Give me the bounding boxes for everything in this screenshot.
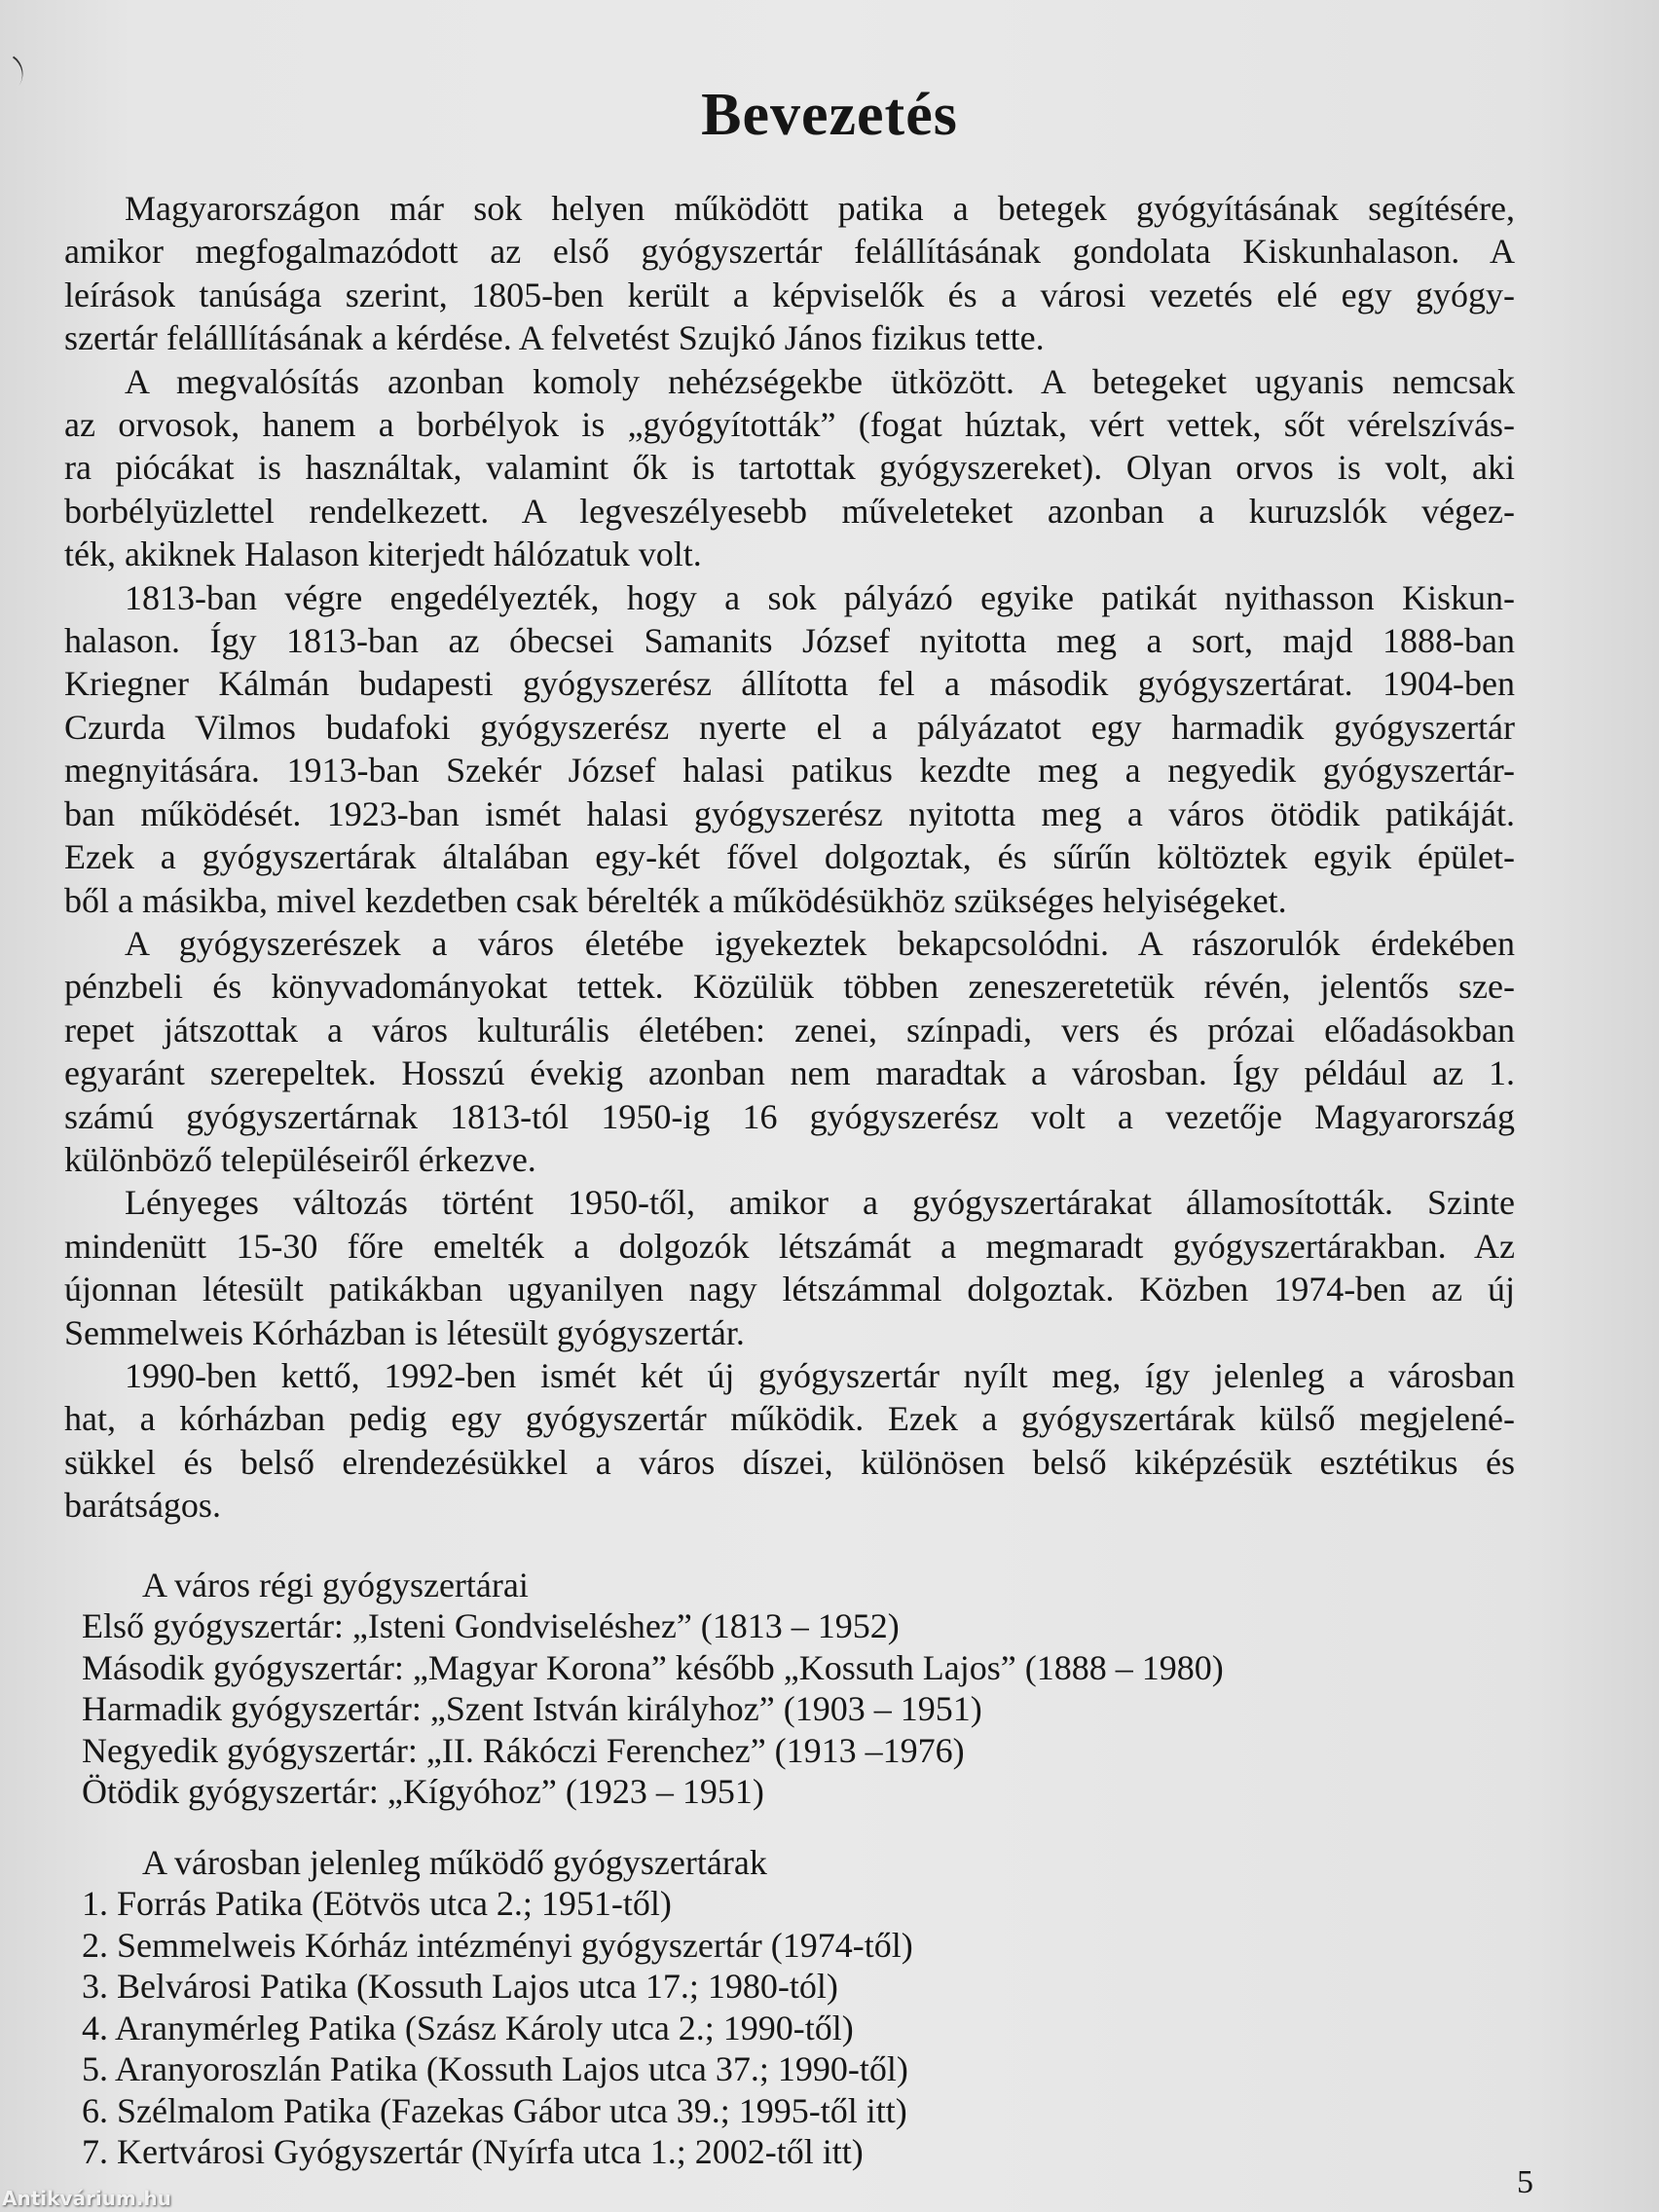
current-pharmacies-heading: A városban jelenleg működő gyógyszertárak [142,1842,767,1882]
list-item: Első gyógyszertár: „Isteni Gondviseléshez” (1813 – 1952) [82,1606,900,1646]
paragraph-line: hat, a kórházban pedig egy gyógyszertár működik. Ezek a gyógyszertárak külső megjelené- [64,1399,1515,1439]
list-item: 6. Szélmalom Patika (Fazekas Gábor utca 39.; 1995-től itt) [82,2090,907,2130]
body-text [64,187,1515,1528]
paragraph-line: 1990-ben kettő, 1992-ben ismét két új gyógyszertár nyílt meg, így jelenleg a városban [125,1355,1515,1395]
paragraph-line: Semmelweis Kórházban is létesült gyógyszertár. [64,1312,745,1352]
list-item: 2. Semmelweis Kórház intézményi gyógyszertár (1974-től) [82,1925,913,1965]
old-pharmacies-list [64,1565,1515,1813]
paragraph-line: halason. Így 1813-ban az óbecsei Samanits József nyitotta meg a sort, majd 1888-ban [64,621,1515,661]
paragraph-line: leírások tanúsága szerint, 1805-ben került a képviselők és a városi vezetés elé egy gyógy- [64,275,1515,314]
current-pharmacies-list [64,1842,1515,2173]
paragraph-line: újonnan létesült patikákban ugyanilyen nagy létszámmal dolgoztak. Közben 1974-ben az új [64,1270,1515,1309]
paragraph-line: megnyitására. 1913-ban Szekér József halasi patikus kezdte meg a negyedik gyógyszertár- [64,751,1515,791]
paragraph-line: ban működését. 1923-ban ismét halasi gyógyszerész nyitotta meg a város ötödik patikáját. [64,793,1515,833]
list-item: 1. Forrás Patika (Eötvös utca 2.; 1951-től) [82,1884,672,1924]
paragraph-line: ből a másikba, mivel kezdetben csak bérelték a működésükhöz szükséges helyiségeket. [64,880,1287,920]
paragraph-line: az orvosok, hanem a borbélyok is „gyógyították” (fogat húztak, vért vettek, sőt vérelszívás- [64,405,1515,445]
paragraph-line: Ezek a gyógyszertárak általában egy-két fővel dolgoztak, és sűrűn költöztek egyik épület- [64,837,1515,877]
paragraph-line: számú gyógyszertárnak 1813-tól 1950-ig 16 gyógyszerész volt a vezetője Magyarország [64,1096,1515,1136]
list-item: 4. Aranymérleg Patika (Szász Károly utca 2.; 1990-től) [82,2008,854,2047]
page-number: 5 [1517,2164,1533,2200]
paragraph-line: ték, akiknek Halason kiterjedt hálózatuk volt. [64,535,702,574]
paragraph-line: borbélyüzlettel rendelkezett. A legveszélyesebb műveleteket azonban a kuruzslók végez- [64,491,1515,531]
list-item: Második gyógyszertár: „Magyar Korona” később „Kossuth Lajos” (1888 – 1980) [82,1647,1224,1687]
list-item: 7. Kertvárosi Gyógyszertár (Nyírfa utca 1.; 2002-től itt) [82,2132,864,2172]
list-item: Ötödik gyógyszertár: „Kígyóhoz” (1923 – 1951) [82,1772,764,1812]
list-item: 3. Belvárosi Patika (Kossuth Lajos utca 17.; 1980-tól) [82,1967,838,2007]
paragraph-line: 1813-ban végre engedélyezték, hogy a sok pályázó egyike patikát nyithasson Kiskun- [125,577,1515,617]
paragraph-line: sükkel és belső elrendezésükkel a város díszei, különösen belső kiképzésük esztétikus és [64,1442,1515,1482]
paragraph-line: Magyarországon már sok helyen működött patika a betegek gyógyításának segítésére, [125,189,1515,228]
paragraph-line: A gyógyszerészek a város életébe igyekeztek bekapcsolódni. A rászorulók érdekében [125,923,1515,963]
watermark: Antikvárium.hu [2,2187,171,2210]
paragraph-line: szertár felálllításának a kérdése. A felvetést Szujkó János fizikus tette. [64,318,1045,358]
paragraph-line: Czurda Vilmos budafoki gyógyszerész nyerte el a pályázatot egy harmadik gyógyszertár [64,707,1515,747]
paragraph-line: amikor megfogalmazódott az első gyógyszertár felállításának gondolata Kiskunhalason. A [64,232,1515,272]
list-item: Negyedik gyógyszertár: „II. Rákóczi Ferenchez” (1913 –1976) [82,1730,965,1770]
page-content [64,187,1515,2173]
paragraph-line: mindenütt 15-30 főre emelték a dolgozók létszámát a megmaradt gyógyszertárakban. Az [64,1226,1515,1266]
paragraph-line: ra piócákat is használtak, valamint ők is tartottak gyógyszereket). Olyan orvos is volt, aki [64,448,1515,488]
paragraph-line: pénzbeli és könyvadományokat tettek. Közülük többen zeneszeretetük révén, jelentős sze- [64,967,1515,1007]
page-title: Bevezetés [701,82,958,148]
paragraph-line: barátságos. [64,1486,221,1526]
paragraph-line: A megvalósítás azonban komoly nehézségekbe ütközött. A betegeket ugyanis nemcsak [125,361,1515,401]
list-item: Harmadik gyógyszertár: „Szent István királyhoz” (1903 – 1951) [82,1689,982,1729]
old-pharmacies-heading: A város régi gyógyszertárai [142,1565,529,1604]
list-item: 5. Aranyoroszlán Patika (Kossuth Lajos utca 37.; 1990-től) [82,2049,908,2089]
paragraph-line: repet játszottak a város kulturális életében: zenei, színpadi, vers és prózai előadásokban [64,1010,1515,1050]
paragraph-line: egyaránt szerepeltek. Hosszú évekig azonban nem maradtak a városban. Így például az 1. [64,1053,1515,1093]
paragraph-line: különböző településeiről érkezve. [64,1139,536,1179]
paragraph-line: Kriegner Kálmán budapesti gyógyszerész állította fel a második gyógyszertárat. 1904-ben [64,664,1515,704]
paragraph-line: Lényeges változás történt 1950-től, amikor a gyógyszertárakat államosították. Szinte [125,1183,1515,1223]
